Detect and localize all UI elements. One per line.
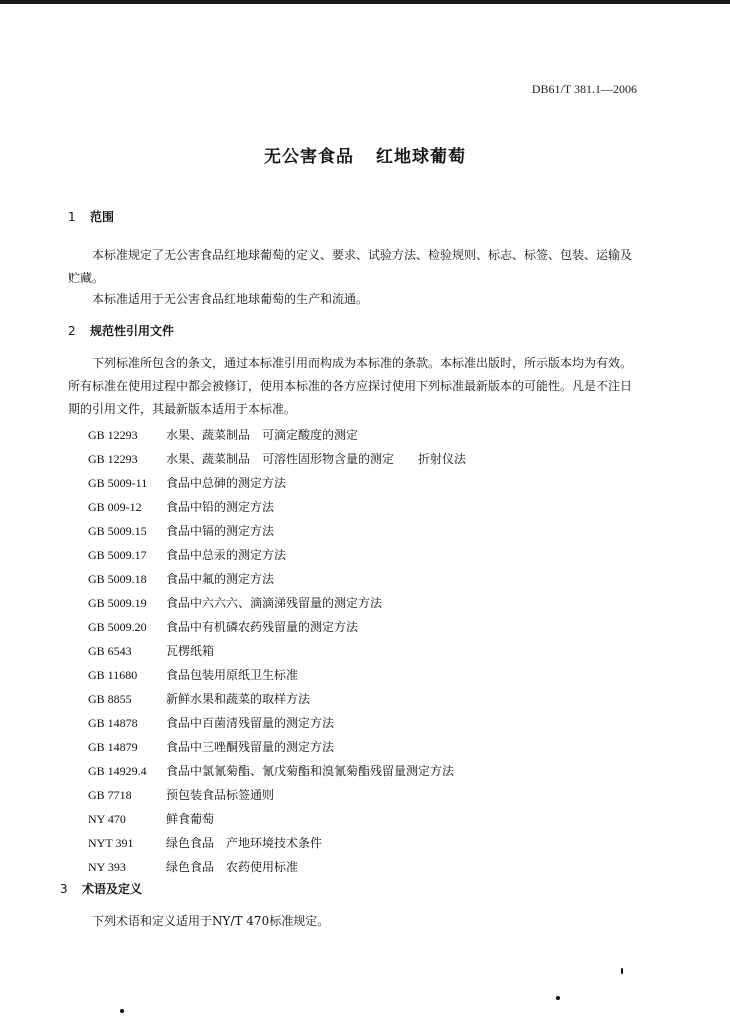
reference-title: 食品中镉的测定方法 [166, 524, 275, 538]
reference-title: 食品中三唑酮残留量的测定方法 [166, 740, 335, 754]
title-part-1: 无公害食品 [264, 147, 354, 167]
reference-code: NYT 391 [88, 836, 134, 850]
reference-title: 食品中氯氰菊酯、氰戊菊酯和溴氰菊酯残留量测定方法 [166, 764, 455, 778]
section-2-title: 规范性引用文件 [90, 324, 175, 338]
section-1-paragraph-2: 本标准适用于无公害食品红地球葡萄的生产和流通。 [92, 292, 369, 306]
scan-speck [556, 996, 560, 1000]
reference-item [88, 497, 274, 517]
reference-item [88, 593, 382, 613]
reference-title: 新鲜水果和蔬菜的取样方法 [166, 692, 311, 706]
reference-title: 食品中铅的测定方法 [166, 500, 275, 514]
reference-item [88, 761, 454, 781]
section-2-intro: 下列标准所包含的条文，通过本标准引用而构成为本标准的条款。本标准出版时，所示版本均为有效。所有标准在使用过程中都会被修订，使用本标准的各方应探讨使用下列标准最新版本的可能性。凡是不注日期的引用文件，其最新版本适用于本标准。 [68, 356, 633, 416]
section-3-number: 3 [60, 882, 68, 896]
reference-code: GB 5009.20 [88, 620, 147, 634]
reference-item [88, 545, 286, 565]
reference-item [88, 809, 214, 829]
reference-item [88, 785, 274, 805]
reference-item [88, 473, 286, 493]
reference-item [88, 641, 214, 661]
reference-title: 食品中百菌清残留量的测定方法 [166, 716, 335, 730]
reference-code: GB 009-12 [88, 500, 142, 514]
reference-title: 食品中总砷的测定方法 [166, 476, 287, 490]
reference-item [88, 689, 310, 709]
reference-code: GB 8855 [88, 692, 132, 706]
reference-item [88, 521, 274, 541]
reference-code: NY 470 [88, 812, 126, 826]
reference-title: 食品中氟的测定方法 [166, 572, 275, 586]
reference-title: 预包装食品标签通则 [166, 788, 275, 802]
reference-code: GB 7718 [88, 788, 132, 802]
reference-code: GB 12293 [88, 428, 138, 442]
reference-item [88, 617, 358, 637]
reference-code: GB 5009.15 [88, 524, 147, 538]
section-1-paragraph-1: 本标准规定了无公害食品红地球葡萄的定义、要求、试验方法、检验规则、标志、标签、包装、运输及贮藏。 [68, 248, 633, 285]
reference-code: GB 11680 [88, 668, 138, 682]
reference-code: GB 5009.18 [88, 572, 147, 586]
reference-item [88, 449, 466, 469]
reference-title: 食品包装用原纸卫生标准 [166, 668, 299, 682]
reference-title: 绿色食品 产地环境技术条件 [166, 836, 323, 850]
document-code: DB61/T 381.1—2006 [531, 82, 637, 96]
section-3-heading [60, 880, 142, 897]
reference-code: GB 5009-11 [88, 476, 148, 490]
section-1-number: 1 [68, 210, 76, 224]
scan-speck [120, 1009, 124, 1013]
section-1-title: 范围 [90, 210, 115, 224]
reference-code: GB 14878 [88, 716, 138, 730]
section-2-heading [68, 322, 174, 339]
reference-title: 食品中有机磷农药残留量的测定方法 [166, 620, 359, 634]
document-title [0, 142, 730, 167]
reference-code: GB 5009.17 [88, 548, 147, 562]
reference-code: GB 14929.4 [88, 764, 147, 778]
section-3-paragraph: 下列术语和定义适用于NY/T 470标准规定。 [92, 914, 330, 928]
scan-speck [621, 968, 623, 974]
scan-top-edge [0, 0, 730, 4]
reference-title: 鲜食葡萄 [166, 812, 215, 826]
reference-title: 食品中总汞的测定方法 [166, 548, 287, 562]
reference-code: GB 5009.19 [88, 596, 147, 610]
title-part-2: 红地球葡萄 [376, 147, 466, 167]
reference-item [88, 665, 298, 685]
reference-code: GB 6543 [88, 644, 132, 658]
reference-title: 水果、蔬菜制品 可溶性固形物含量的测定 折射仪法 [166, 452, 467, 466]
reference-item [88, 737, 334, 757]
section-1-heading [68, 208, 114, 225]
reference-title: 绿色食品 农药使用标准 [166, 860, 299, 874]
reference-code: GB 14879 [88, 740, 138, 754]
reference-item [88, 857, 298, 877]
reference-code: NY 393 [88, 860, 126, 874]
reference-title: 食品中六六六、滴滴涕残留量的测定方法 [166, 596, 383, 610]
reference-item [88, 569, 274, 589]
reference-item [88, 833, 322, 853]
section-3-title: 术语及定义 [82, 882, 143, 896]
section-2-number: 2 [68, 324, 76, 338]
reference-title: 水果、蔬菜制品 可滴定酸度的测定 [166, 428, 359, 442]
reference-item [88, 425, 358, 445]
reference-title: 瓦楞纸箱 [166, 644, 215, 658]
reference-item [88, 713, 334, 733]
reference-code: GB 12293 [88, 452, 138, 466]
